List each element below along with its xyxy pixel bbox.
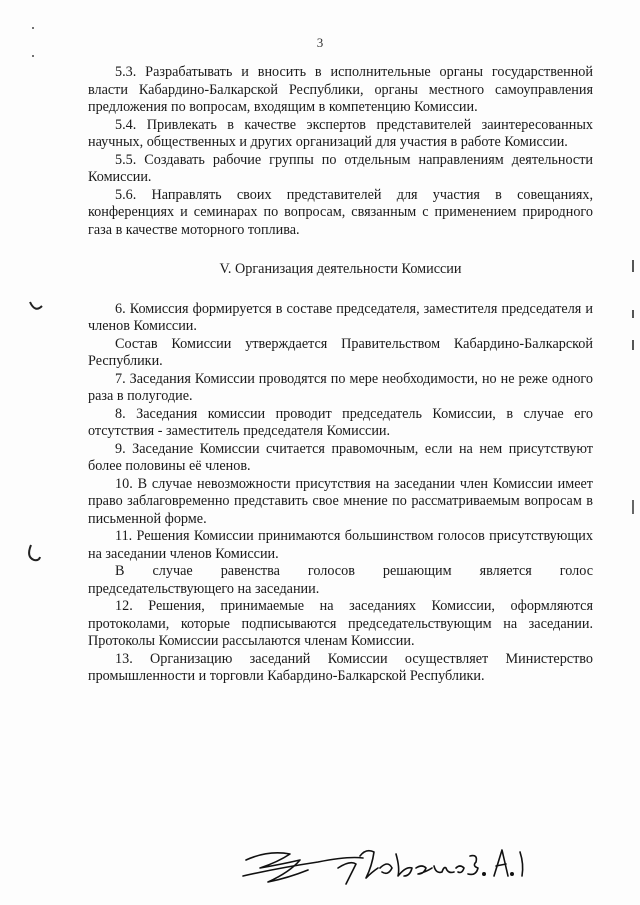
scan-hole-mark-lower — [26, 543, 42, 563]
paragraph-5-5: 5.5. Создавать рабочие группы по отдельным направлениям деятельности Комиссии. — [88, 151, 593, 185]
paragraph-5-4: 5.4. Привлекать в качестве экспертов представителей заинтересованных научных, общественных и других организаций для участия в работе Комиссии. — [88, 116, 593, 150]
scan-edge-marks — [628, 240, 638, 540]
document-body — [88, 64, 593, 686]
handwritten-signature — [238, 838, 538, 893]
paragraph-11: 11. Решения Комиссии принимаются большинством голосов присутствующих на заседании членов Комиссии. — [88, 528, 593, 562]
page-number: 3 — [316, 35, 324, 50]
paragraph-5-3: 5.3. Разрабатывать и вносить в исполнительные органы государственной власти Кабардино-Балкарской Республики, органы местного самоуправления предложения по вопросам, входящим в компетенцию Комиссии. — [88, 64, 593, 115]
paragraph-9: 9. Заседание Комиссии считается правомочным, если на нем присутствуют более половины её членов. — [88, 440, 593, 474]
paragraph-5-6: 5.6. Направлять своих представителей для участия в совещаниях, конференциях и семинарах по вопросам, связанным с применением природного газа в качестве моторного топлива. — [88, 186, 593, 238]
paragraph-8: 8. Заседания комиссии проводит председатель Комиссии, в случае его отсутствия - заместитель председателя Комиссии. — [88, 405, 593, 439]
paragraph-7: 7. Заседания Комиссии проводятся по мере необходимости, но не реже одного раза в полугодие. — [88, 370, 593, 404]
paragraph-12: 12. Решения, принимаемые на заседаниях Комиссии, оформляются протоколами, которые подписываются председательствующим на заседании. Протоколы Комиссии рассылаются членам Комиссии. — [88, 598, 593, 649]
paragraph-10: 10. В случае невозможности присутствия на заседании член Комиссии имеет право заблаговременно представить свое мнение по рассматриваемым вопросам в письменной форме. — [88, 475, 593, 527]
paragraph-composition: Состав Комиссии утверждается Правительством Кабардино-Балкарской Республики. — [88, 335, 593, 369]
section-title: V. Организация деятельности Комиссии — [219, 261, 462, 277]
scan-hole-mark-upper — [28, 300, 44, 314]
paragraph-tie-vote: В случае равенства голосов решающим является голос председательствующего на заседании. — [88, 563, 593, 597]
paragraph-13: 13. Организацию заседаний Комиссии осуществляет Министерство промышленности и торговли Кабардино-Балкарской Республики. — [88, 650, 593, 684]
paragraph-6: 6. Комиссия формируется в составе председателя, заместителя председателя и членов Комиссии. — [88, 300, 593, 334]
